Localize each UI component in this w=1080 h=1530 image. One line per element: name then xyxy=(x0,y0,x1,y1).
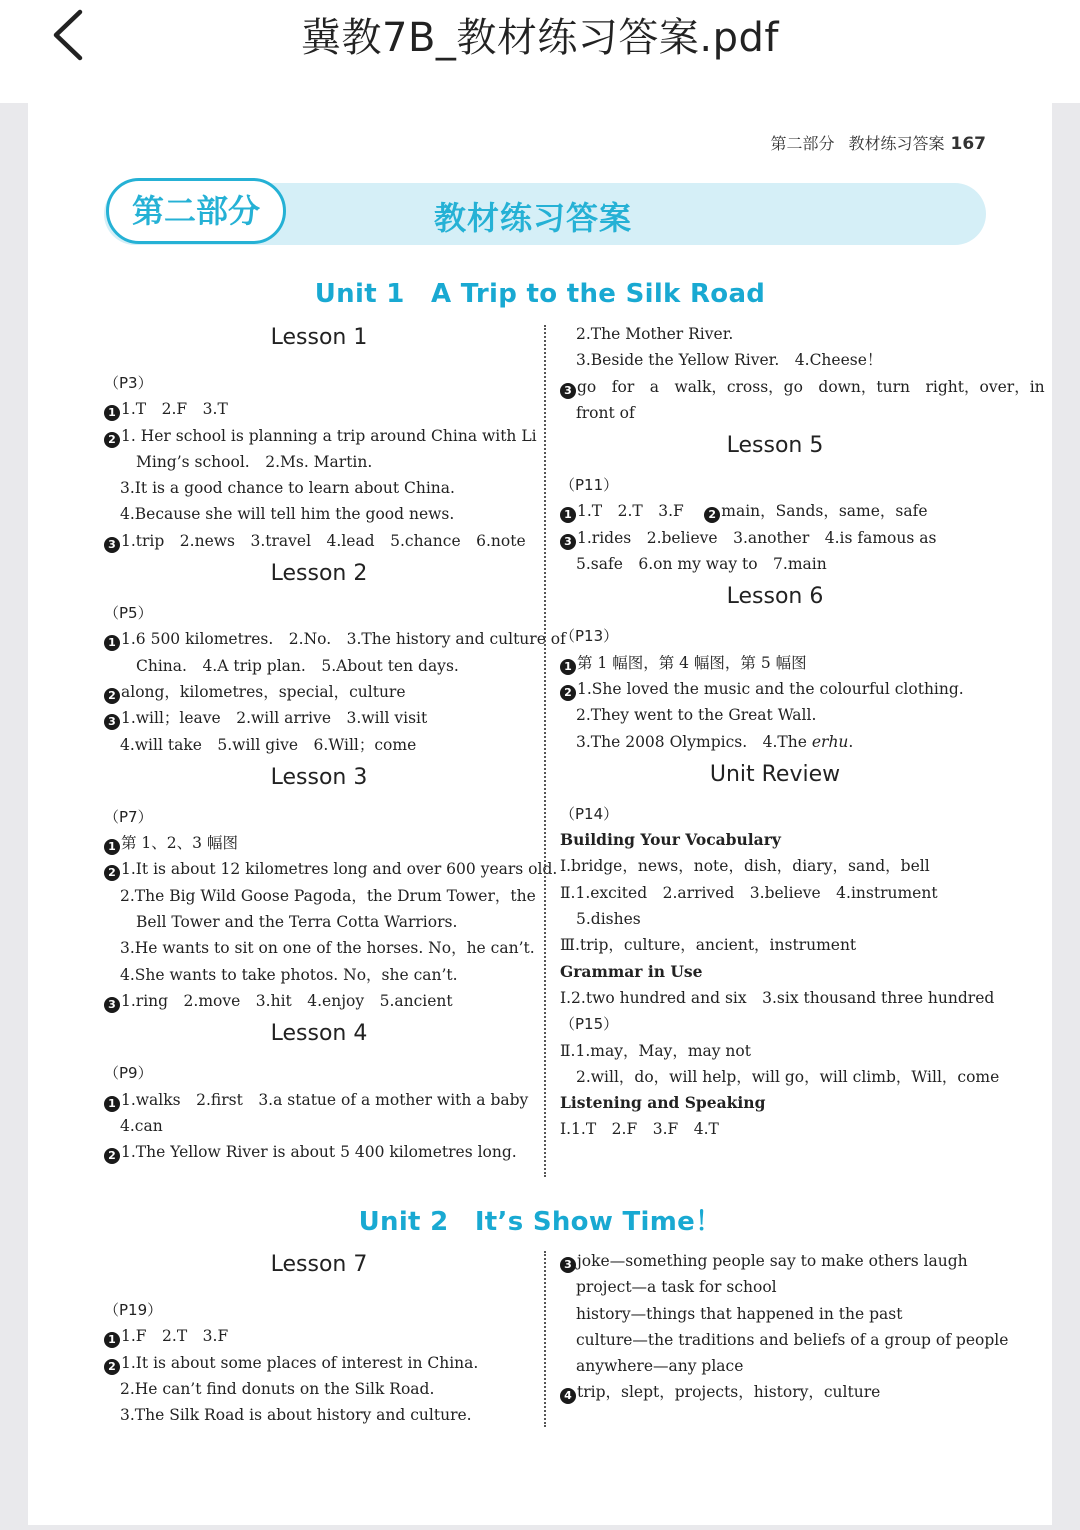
answer-line: 1.F 2.T 3.F xyxy=(121,1327,229,1346)
lesson4-title: Lesson 4 xyxy=(270,1021,368,1047)
exercise-marker-3: 3 xyxy=(560,534,576,550)
answer-line: 3.Beside the Yellow River. 4.Cheese！ xyxy=(576,351,883,370)
answer-line: 1.T 2.T 3.F xyxy=(577,502,684,521)
page-number: 167 xyxy=(950,134,986,154)
answer-line: 1.It is about some places of interest in China. xyxy=(121,1353,479,1372)
exercise-marker-3: 3 xyxy=(104,714,120,730)
lesson3-title: Lesson 3 xyxy=(270,764,368,790)
answer-line: 5.safe 6.on my way to 7.main xyxy=(576,555,827,574)
answer-line: 1.rides 2.believe 3.another 4.is famous as xyxy=(577,528,937,547)
answer-line: 3.The Silk Road is about history and culture. xyxy=(120,1406,472,1425)
exercise-marker-1: 1 xyxy=(560,507,576,523)
part-label: 第二部分 xyxy=(106,178,286,244)
page-ref: （P9） xyxy=(104,1064,153,1083)
unit2-right-column xyxy=(560,1248,1009,1406)
pdf-page[interactable] xyxy=(28,103,1052,1525)
page-ref: （P7） xyxy=(104,807,153,826)
answer-line: China. 4.A trip plan. 5.About ten days. xyxy=(136,656,459,675)
page-ref: （P13） xyxy=(560,627,619,646)
answer-line: main，Sands，same，safe xyxy=(721,502,928,521)
answer-line: joke—something people say to make others laugh xyxy=(577,1252,968,1270)
unit1-title: Unit 1 A Trip to the Silk Road xyxy=(314,279,766,309)
page-ref: （P11） xyxy=(560,476,619,495)
answer-line: 5.dishes xyxy=(576,910,641,929)
exercise-marker-2: 2 xyxy=(104,1148,120,1164)
answer-line: 1.will；leave 2.will arrive 3.will visit xyxy=(121,709,428,728)
answer-line: Bell Tower and the Terra Cotta Warriors. xyxy=(136,913,458,932)
section-heading: Listening and Speaking xyxy=(560,1093,766,1113)
exercise-marker-1: 1 xyxy=(104,405,120,421)
exercise-marker-2: 2 xyxy=(104,688,120,704)
answer-line: 3.It is a good chance to learn about China. xyxy=(120,479,455,498)
answer-line: 第 1 幅图，第 4 幅图，第 5 幅图 xyxy=(577,653,807,672)
answer-line: 第 1、2、3 幅图 xyxy=(121,834,238,853)
lesson1-title: Lesson 1 xyxy=(270,325,368,350)
answer-line-end: . xyxy=(848,732,854,751)
answer-line: history—things that happened in the past xyxy=(576,1304,903,1323)
app-header xyxy=(0,0,1080,103)
answer-line: Ⅱ.1.excited 2.arrived 3.believe 4.instrument xyxy=(560,883,938,902)
lesson6-title: Lesson 6 xyxy=(726,584,824,610)
exercise-marker-1: 1 xyxy=(560,659,576,675)
answer-line: Ⅱ.1.may，May，may not xyxy=(560,1041,751,1060)
exercise-marker-2: 2 xyxy=(704,507,720,523)
answer-line: Ⅰ.bridge，news，note，dish，diary，sand，bell xyxy=(560,857,930,876)
answer-line: along，kilometres，special，culture xyxy=(121,682,406,701)
answer-line: 3.He wants to sit on one of the horses. No，he can’t. xyxy=(120,939,535,958)
unit2-title: Unit 2 It’s Show Time！ xyxy=(358,1207,722,1237)
exercise-marker-1: 1 xyxy=(104,1332,120,1348)
exercise-marker-2: 2 xyxy=(104,865,120,881)
answer-line: 1.T 2.F 3.T xyxy=(121,400,228,419)
exercise-marker-4: 4 xyxy=(560,1388,576,1404)
answer-line: front of xyxy=(576,403,635,422)
unit2-left-column xyxy=(104,1245,534,1428)
answer-line: trip，slept，projects，history，culture xyxy=(577,1383,881,1402)
lesson5-title: Lesson 5 xyxy=(726,433,824,459)
answer-line: 1.ring 2.move 3.hit 4.enjoy 5.ancient xyxy=(121,991,453,1010)
lesson2-title: Lesson 2 xyxy=(270,561,368,587)
exercise-marker-3: 3 xyxy=(560,383,576,399)
running-head xyxy=(770,131,986,154)
exercise-marker-1: 1 xyxy=(104,1096,120,1112)
answer-line: 4.can xyxy=(120,1116,163,1135)
answer-line: 1.It is about 12 kilometres long and over 600 years old. xyxy=(121,860,558,879)
answer-line: 2.The Mother River. xyxy=(576,325,734,343)
exercise-marker-3: 3 xyxy=(560,1257,576,1273)
running-head-part: 第二部分 xyxy=(770,134,835,153)
exercise-marker-1: 1 xyxy=(104,839,120,855)
answer-line: Ⅲ.trip，culture，ancient，instrument xyxy=(560,936,857,955)
part-banner xyxy=(104,183,986,245)
part-title: 教材练习答案 xyxy=(434,199,633,237)
answer-line: 1.The Yellow River is about 5 400 kilometres long. xyxy=(121,1143,517,1162)
page-ref: （P19） xyxy=(104,1301,163,1319)
section-heading: Building Your Vocabulary xyxy=(560,830,781,850)
answer-line: 4.She wants to take photos. No，she can’t. xyxy=(120,965,458,984)
answer-line: 3.The 2008 Olympics. 4.The xyxy=(576,732,812,751)
answer-italic-term: erhu xyxy=(811,732,849,751)
column-divider xyxy=(544,1251,546,1427)
answer-line: 1. Her school is planning a trip around China with Li xyxy=(121,426,537,445)
answer-line: culture—the traditions and beliefs of a group of people xyxy=(576,1330,1009,1349)
page-ref: （P3） xyxy=(104,374,153,392)
section-heading: Grammar in Use xyxy=(560,961,703,981)
exercise-marker-3: 3 xyxy=(104,537,120,553)
page-ref: （P14） xyxy=(560,804,619,823)
exercise-marker-3: 3 xyxy=(104,997,120,1013)
answer-line: 2.They went to the Great Wall. xyxy=(576,706,817,725)
answer-line: 4.will take 5.will give 6.Will；come xyxy=(120,735,417,754)
lesson7-title: Lesson 7 xyxy=(270,1252,368,1277)
answer-line: 2.The Big Wild Goose Pagoda，the Drum Tower，the xyxy=(120,886,536,905)
answer-line: 1.trip 2.news 3.travel 4.lead 5.chance 6.note xyxy=(121,531,526,550)
unit1-left-column xyxy=(104,318,566,1165)
answer-line: Ming’s school. 2.Ms. Martin. xyxy=(136,452,373,471)
running-head-section: 教材练习答案 xyxy=(848,134,945,153)
answer-line: 2.He can’t find donuts on the Silk Road. xyxy=(120,1379,435,1398)
column-divider xyxy=(544,325,546,1177)
answer-line: 1.6 500 kilometres. 2.No. 3.The history and culture of xyxy=(121,630,566,649)
page-ref: （P15） xyxy=(560,1015,619,1034)
exercise-marker-2: 2 xyxy=(560,685,576,701)
answer-line: 4.Because she will tell him the good news. xyxy=(120,505,455,524)
answer-line: anywhere—any place xyxy=(576,1357,744,1376)
answer-line: project—a task for school xyxy=(576,1278,777,1297)
unit1-right-column xyxy=(560,321,1045,1143)
answer-line: 1.walks 2.first 3.a statue of a mother with a baby xyxy=(121,1090,529,1109)
answer-line: 1.She loved the music and the colourful clothing. xyxy=(577,679,964,698)
answer-line: go for a walk，cross，go down，turn right，over，in xyxy=(577,377,1045,396)
page-ref: （P5） xyxy=(104,604,153,623)
exercise-marker-2: 2 xyxy=(104,432,120,448)
unit-review-title: Unit Review xyxy=(709,761,841,787)
document-title: 冀教7B_教材练习答案.pdf xyxy=(301,15,779,61)
answer-line: 2.will，do，will help，will go，will climb，Will，come xyxy=(576,1067,1000,1086)
answer-line: Ⅰ.1.T 2.F 3.F 4.T xyxy=(560,1120,719,1139)
answer-line: Ⅰ.2.two hundred and six 3.six thousand three hundred xyxy=(560,988,995,1007)
exercise-marker-2: 2 xyxy=(104,1359,120,1375)
exercise-marker-1: 1 xyxy=(104,635,120,651)
